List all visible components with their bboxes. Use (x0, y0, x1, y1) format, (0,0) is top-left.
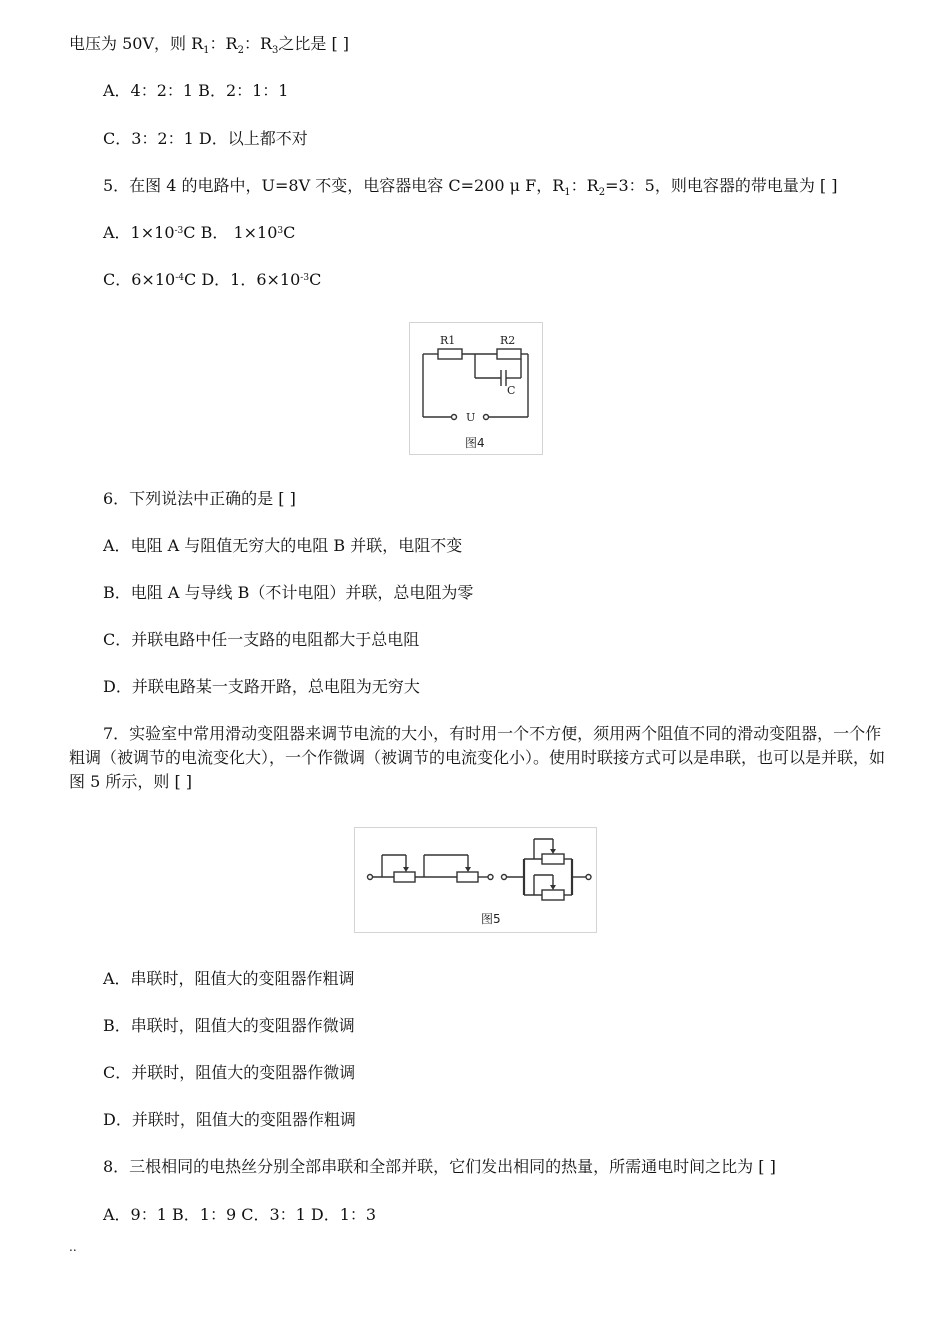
q4-options-cd: C．3：2：1 D．以上都不对 (103, 129, 308, 148)
series-rheostat-1 (394, 872, 415, 882)
q6-stem: 6．下列说法中正确的是 [ ] (103, 489, 296, 508)
q7-option-a: A．串联时，阻值大的变阻器作粗调 (103, 969, 355, 988)
q5-options-cd: C．$6\times 10^{-4}C$ D．1．$6\times 10^{-3}C$ (103, 270, 322, 289)
r2-resistor (497, 349, 521, 359)
footer-dots: .. (69, 1240, 77, 1254)
q8-stem: 8．三根相同的电热丝分别全部串联和全部并联，它们发出相同的热量，所需通电时间之比为 [ ] (103, 1157, 776, 1176)
q7-option-d: D．并联时，阻值大的变阻器作粗调 (103, 1110, 356, 1129)
fig5-caption: 图5 (481, 912, 501, 926)
q4-options-ab: A．4：2：1 B．2：1：1 (103, 81, 289, 100)
fig4-u-label: U (466, 411, 476, 424)
q8-options: A．9：1 B．1：9 C．3：1 D．1：3 (103, 1205, 377, 1224)
figure-4-svg (409, 322, 543, 455)
parallel-rheostat-top (542, 854, 564, 864)
q7-stem: 7．实验室中常用滑动变阻器来调节电流的大小，有时用一个不方便，须用两个阻值不同的滑动变阻器，一个作粗调（被调节的电流变化大），一个作微调（被调节的电流变化小）。使用时联接方式可以是串联，也可以是并联，如图 5 所示，则 [ ] (69, 724, 886, 791)
q5-options-ab: A．$1\times 10^{-3}C$ B． $1\times 10^3C$ (103, 223, 296, 242)
figure-5-circuit (354, 827, 597, 933)
fig4-r1-label: R1 (440, 334, 456, 347)
parallel-rheostat-bottom (542, 890, 564, 900)
q6-option-b: B．电阻 A 与导线 B（不计电阻）并联，总电阻为零 (103, 583, 474, 602)
q5-stem: 5．在图 4 的电路中，U=8V 不变，电容器电容 C=200 μ F，$R_1$：$R_2=3$：5，则电容器的带电量为 [ ] (103, 176, 838, 198)
q6-option-a: A．电阻 A 与阻值无穷大的电阻 B 并联，电阻不变 (103, 536, 463, 555)
series-rheostat-2 (457, 872, 478, 882)
fig4-caption: 图4 (465, 436, 485, 450)
r1-resistor (438, 349, 462, 359)
q6-option-d: D．并联电路某一支路开路，总电阻为无穷大 (103, 677, 420, 696)
fig4-c-label: C (507, 384, 516, 397)
q6-option-c: C．并联电路中任一支路的电阻都大于总电阻 (103, 630, 420, 649)
figure-5-svg (354, 827, 597, 933)
q7-option-c: C．并联时，阻值大的变阻器作微调 (103, 1063, 356, 1082)
figure-4-circuit (409, 322, 543, 455)
fig4-r2-label: R2 (500, 334, 516, 347)
q4-stem-tail: 电压为 50V，则 $R_1$：$R_2$：$R_3$之比是 [ ] (69, 34, 350, 56)
q7-option-b: B．串联时，阻值大的变阻器作微调 (103, 1016, 355, 1035)
